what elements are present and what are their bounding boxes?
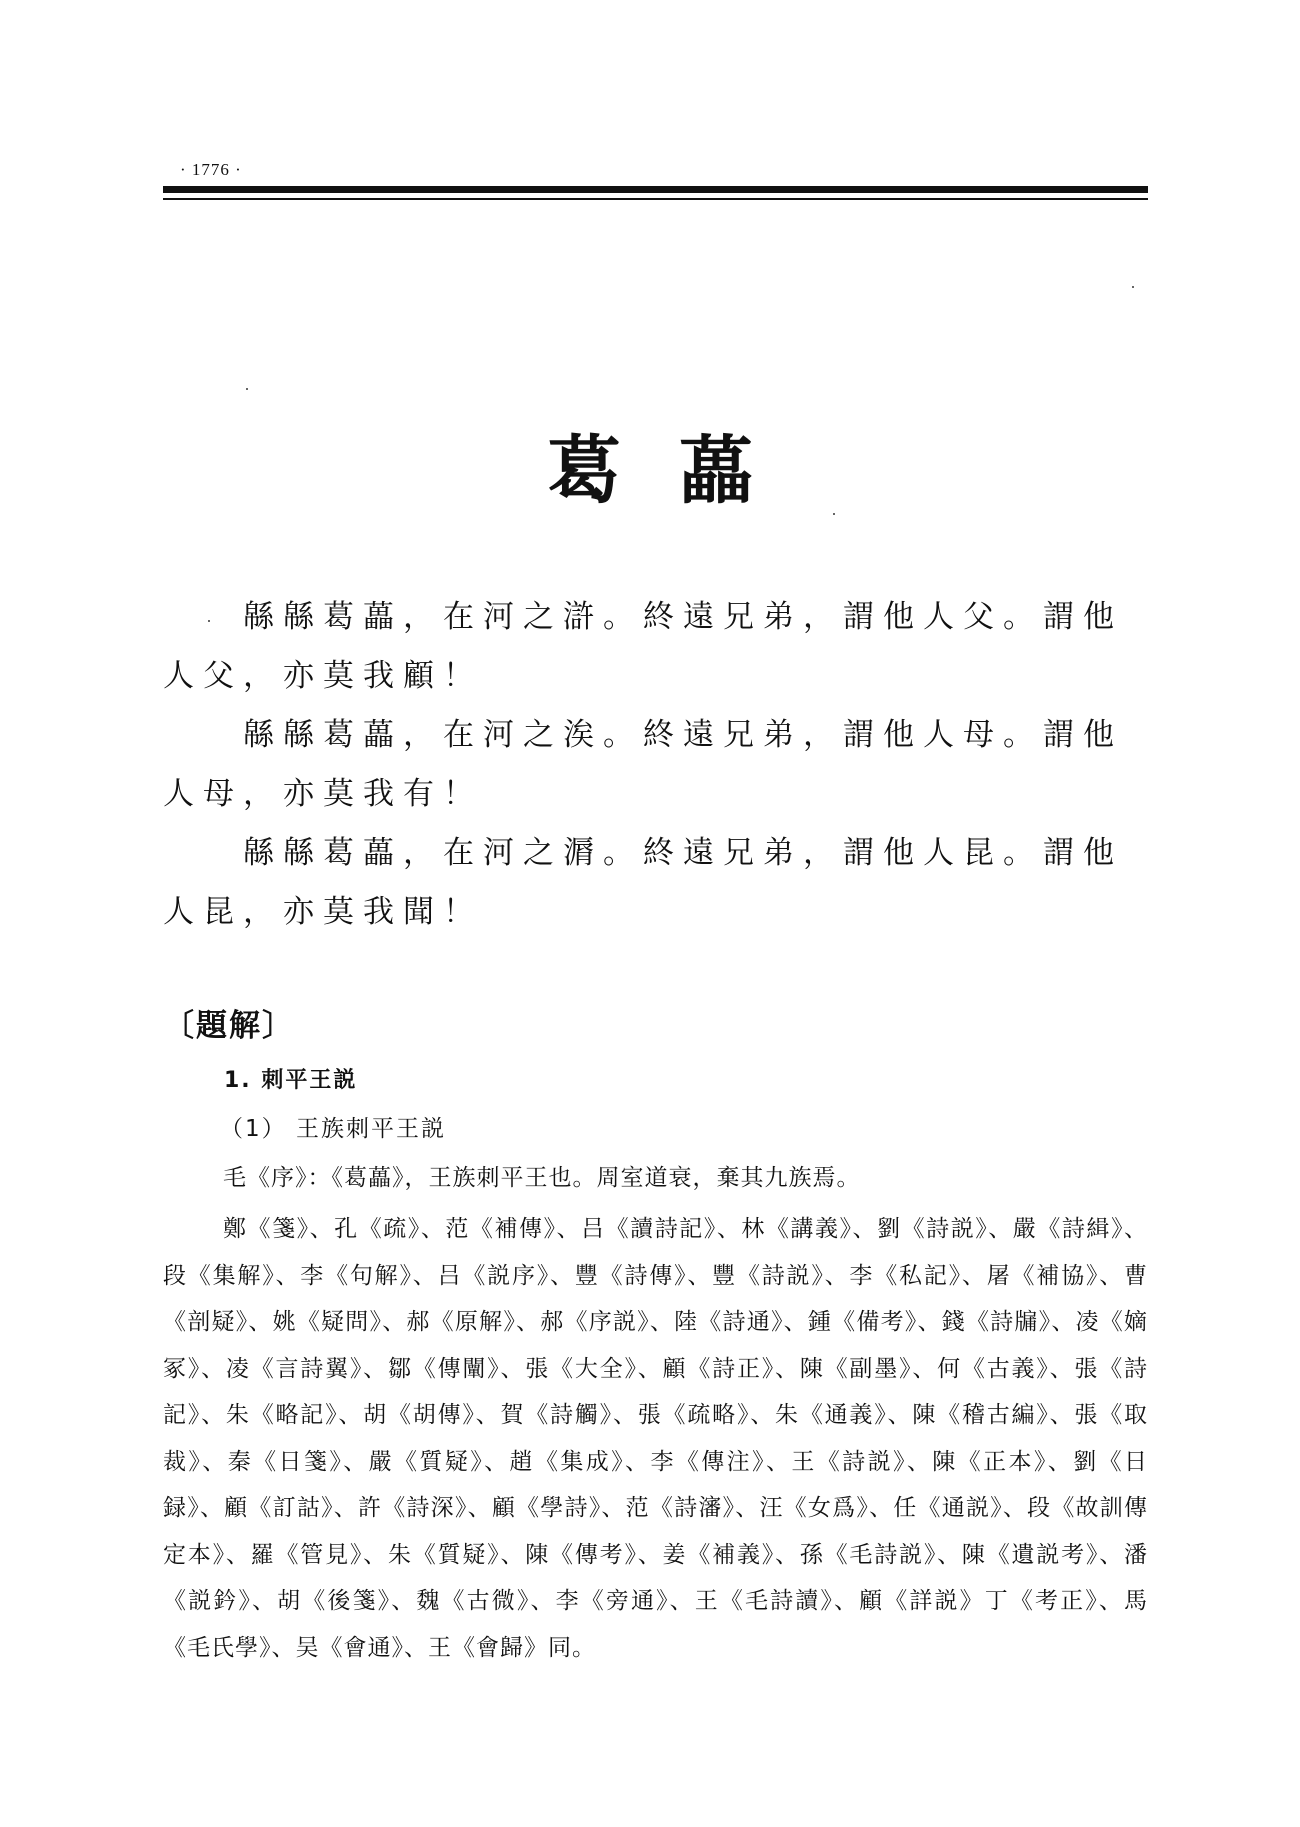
scan-speck (833, 513, 835, 515)
poem-text (163, 588, 1148, 942)
poem-title: 葛藟 (547, 428, 811, 514)
scan-speck (208, 620, 210, 622)
section-heading: 〔題解〕 (163, 1008, 295, 1044)
scan-speck (1132, 286, 1134, 288)
same-view-list-paragraph: 鄭《箋》、孔《疏》、范《補傳》、吕《讀詩記》、林《講義》、劉《詩説》、嚴《詩緝》、段《集解》、李《句解》、吕《説序》、豐《詩傳》、豐《詩説》、李《私記》、屠《補協》、曹《剖疑》、姚《疑問》、郝《原解》、郝《序説》、陸《詩通》、鍾《備考》、錢《詩牖》、凌《嫡冢》、凌《言詩翼》、鄒《傳闡》、張《大全》、顧《詩正》、陳《副墨》、何《古義》、張《詩記》、朱《略記》、胡《胡傳》、賀《詩觸》、張《疏略》、朱《通義》、陳《稽古編》、張《取裁》、秦《日箋》、嚴《質疑》、趙《集成》、李《傳注》、王《詩説》、陳《正本》、劉《日録》、顧《訂詁》、許《詩深》、顧《學詩》、范《詩瀋》、汪《女爲》、任《通説》、段《故訓傳定本》、羅《管見》、朱《質疑》、陳《傳考》、姜《補義》、孫《毛詩説》、陳《遺説考》、潘《説鈐》、胡《後箋》、魏《古微》、李《旁通》、王《毛詩讀》、顧《詳説》丁《考正》、馬《毛氏學》、吴《會通》、王《會歸》同。 (163, 1216, 1148, 1661)
header-rule-thin (163, 198, 1148, 200)
mao-preface-paragraph: 毛《序》：《葛藟》，王族刺平王也。周室道衰，棄其九族焉。 (223, 1165, 861, 1191)
scan-speck (246, 388, 248, 390)
outline-level-2: （1） 王族刺平王説 (220, 1116, 446, 1142)
poem-stanza: 緜緜葛藟，在河之涘。終遠兄弟，謂他人母。謂他人母，亦莫我有！ (163, 717, 1123, 812)
poem-stanza: 緜緜葛藟，在河之漘。終遠兄弟，謂他人昆。謂他人昆，亦莫我聞！ (163, 835, 1123, 930)
poem-stanza: 緜緜葛藟，在河之滸。終遠兄弟，謂他人父。謂他人父，亦莫我顧！ (163, 599, 1123, 694)
page-number: · 1776 · (180, 160, 242, 179)
header-rule-thick (163, 186, 1148, 193)
outline-level-1: 1. 刺平王説 (224, 1068, 358, 1093)
